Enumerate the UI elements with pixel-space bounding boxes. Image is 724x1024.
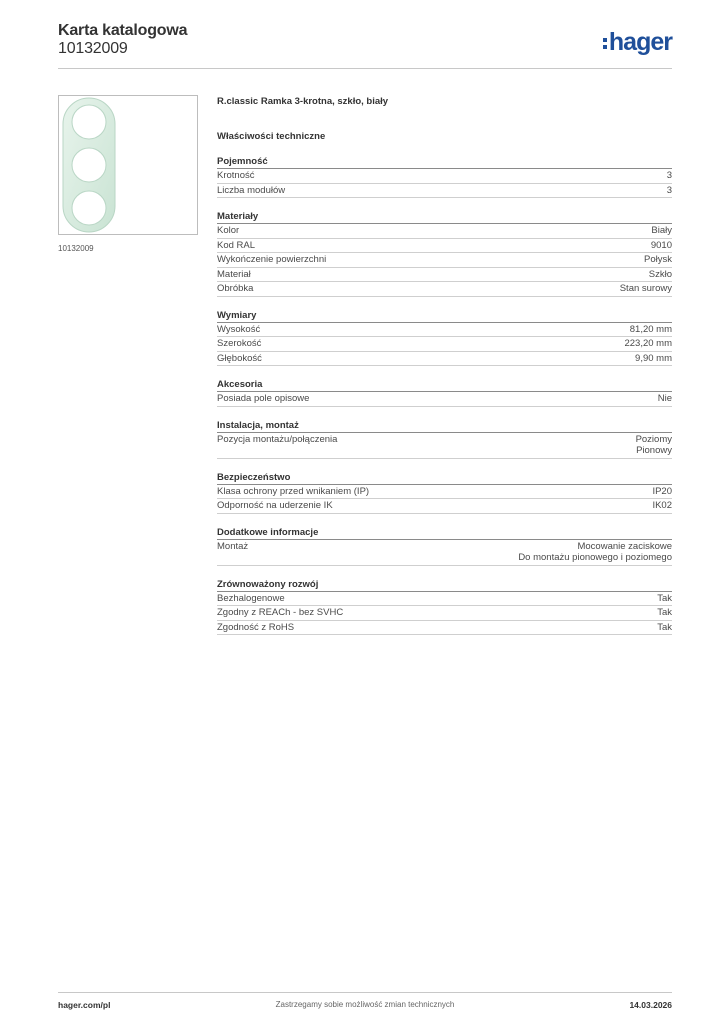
property-value xyxy=(644,254,672,266)
property-value xyxy=(657,593,672,605)
property-row xyxy=(217,592,672,607)
property-section xyxy=(217,527,672,566)
property-row xyxy=(217,323,672,338)
property-label: Bezhalogenowe xyxy=(217,592,285,604)
property-value xyxy=(651,225,672,237)
property-value-line: Biały xyxy=(651,225,672,236)
property-row xyxy=(217,392,672,407)
property-value xyxy=(518,541,672,564)
property-value xyxy=(636,434,672,457)
property-row xyxy=(217,239,672,254)
property-value-line: Nie xyxy=(657,393,672,404)
section-title: Akcesoria xyxy=(217,379,672,392)
property-row xyxy=(217,268,672,283)
section-title: Bezpieczeństwo xyxy=(217,472,672,485)
property-value-line: Szkło xyxy=(648,268,672,280)
property-section xyxy=(217,379,672,407)
property-value xyxy=(624,338,672,350)
property-label: Klasa ochrony przed wnikaniem (IP) xyxy=(217,485,370,497)
property-label: Głębokość xyxy=(217,352,262,364)
property-row xyxy=(217,540,672,566)
property-value-line: 3 xyxy=(666,184,672,196)
property-label: Obróbka xyxy=(217,283,254,294)
property-label: Odporność na uderzenie IK xyxy=(217,500,333,511)
property-section xyxy=(217,472,672,514)
property-value-line: 81,20 mm xyxy=(629,323,672,335)
section-title: Materiały xyxy=(217,211,672,224)
property-label: Montaż xyxy=(217,540,249,552)
property-value-line: Tak xyxy=(657,607,672,618)
property-section xyxy=(217,310,672,367)
property-row xyxy=(217,499,672,514)
property-value xyxy=(649,269,672,281)
property-row xyxy=(217,282,672,297)
property-row xyxy=(217,433,672,459)
section-title: Wymiary xyxy=(217,310,672,323)
product-name: R.classic Ramka 3-krotna, szkło, biały xyxy=(217,96,389,107)
property-row xyxy=(217,253,672,268)
property-value xyxy=(620,283,672,295)
property-row xyxy=(217,606,672,621)
property-row xyxy=(217,224,672,239)
property-label: Wykończenie powierzchni xyxy=(217,254,327,265)
triple-frame-icon xyxy=(59,96,197,234)
property-row xyxy=(217,485,672,500)
property-value xyxy=(667,185,672,197)
property-value-line: 223,20 mm xyxy=(624,338,672,349)
property-value xyxy=(658,393,672,405)
section-title: Pojemność xyxy=(217,156,672,169)
page-header xyxy=(58,20,672,69)
property-label: Szerokość xyxy=(217,338,262,349)
section-title: Dodatkowe informacje xyxy=(217,527,672,540)
product-image xyxy=(58,95,198,235)
property-label: Zgodny z REACh - bez SVHC xyxy=(217,607,344,618)
property-value xyxy=(635,353,672,365)
property-section xyxy=(217,156,672,198)
product-code: 10132009 xyxy=(58,40,128,57)
property-label: Zgodność z RoHS xyxy=(217,621,295,633)
property-value-line: Do montażu pionowego i poziomego xyxy=(518,552,672,563)
property-label: Materiał xyxy=(217,268,251,280)
property-value-line: Tak xyxy=(657,592,672,604)
property-row xyxy=(217,352,672,367)
property-value-line: Pionowy xyxy=(636,445,672,456)
property-section xyxy=(217,211,672,297)
section-title: Instalacja, montaż xyxy=(217,420,672,433)
property-section xyxy=(217,579,672,636)
product-details xyxy=(217,96,672,635)
footer-website: hager.com/pl xyxy=(58,1000,111,1010)
property-value xyxy=(630,324,672,336)
property-label: Pozycja montażu/połączenia xyxy=(217,433,338,445)
property-row xyxy=(217,337,672,352)
property-row xyxy=(217,184,672,199)
image-caption: 10132009 xyxy=(58,244,94,253)
property-row xyxy=(217,169,672,184)
property-row xyxy=(217,621,672,636)
property-value-line: 9,90 mm xyxy=(635,352,672,364)
property-label: Liczba modułów xyxy=(217,184,286,196)
property-value-line: Poziomy xyxy=(635,433,672,445)
property-label: Krotność xyxy=(217,170,255,181)
property-value-line: Stan surowy xyxy=(619,283,672,294)
property-value-line: Połysk xyxy=(644,254,672,265)
property-value xyxy=(652,486,672,498)
page-footer xyxy=(58,992,672,1013)
logo-text: hager xyxy=(608,27,672,56)
logo-dots-icon xyxy=(603,38,607,49)
footer-date: 14.03.2026 xyxy=(629,1000,672,1010)
property-label: Kod RAL xyxy=(217,239,256,251)
property-value-line: 9010 xyxy=(650,239,672,251)
property-value xyxy=(657,622,672,634)
property-value-line: 3 xyxy=(666,170,672,181)
property-value-line: Mocowanie zaciskowe xyxy=(577,540,672,552)
section-title: Zrównoważony rozwój xyxy=(217,579,672,592)
property-value xyxy=(652,500,672,512)
property-label: Kolor xyxy=(217,225,240,236)
property-value-line: IP20 xyxy=(652,485,672,497)
property-value-line: IK02 xyxy=(652,500,672,511)
property-value xyxy=(667,170,672,182)
property-label: Wysokość xyxy=(217,323,261,335)
hager-logo xyxy=(603,26,672,58)
property-value-line: Tak xyxy=(657,621,672,633)
property-label: Posiada pole opisowe xyxy=(217,393,310,404)
properties-title: Właściwości techniczne xyxy=(217,131,326,142)
property-sections xyxy=(217,156,672,635)
property-value xyxy=(657,607,672,619)
property-value xyxy=(651,240,672,252)
document-title: Karta katalogowa xyxy=(58,22,188,39)
property-section xyxy=(217,420,672,459)
footer-disclaimer: Zastrzegamy sobie możliwość zmian technicznych xyxy=(275,1000,455,1009)
